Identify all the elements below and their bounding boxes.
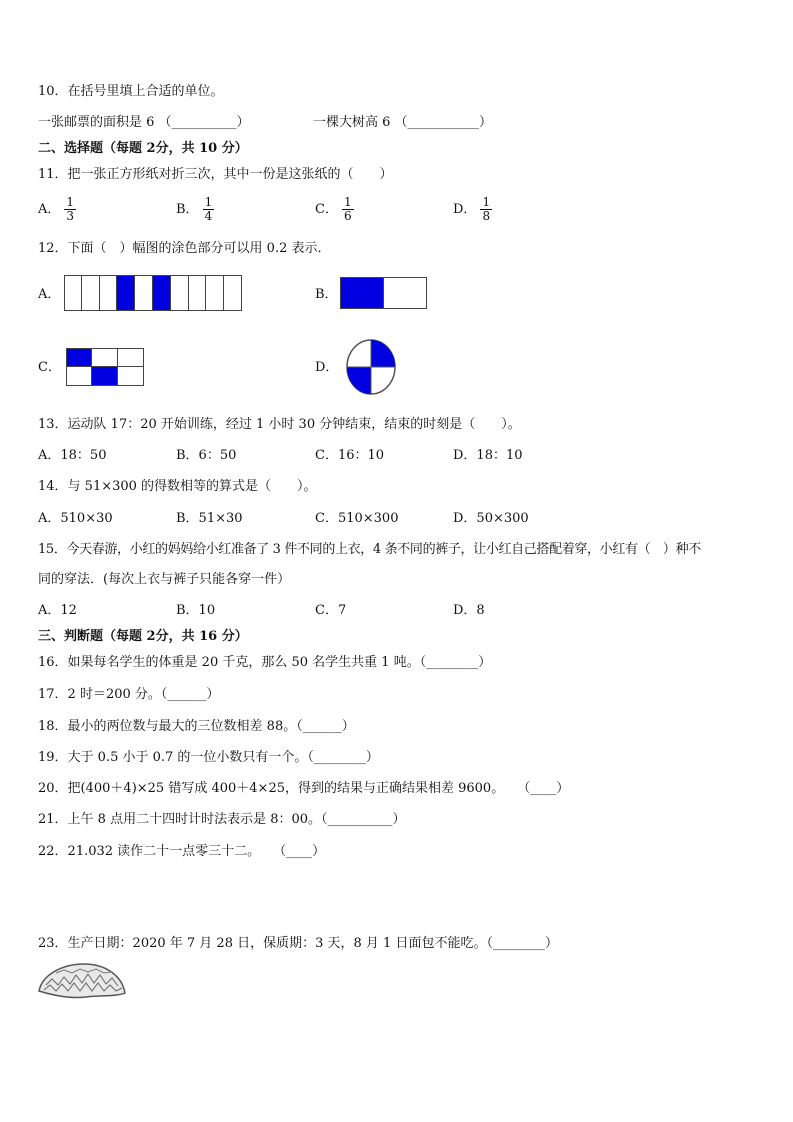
q13-option-b: B．6：50 xyxy=(176,448,237,463)
q15-option-d: D．8 xyxy=(453,603,485,618)
q13-option-d: D．18：10 xyxy=(453,448,523,463)
q14-option-a: A．510×30 xyxy=(38,511,113,526)
figure-cell xyxy=(91,348,118,367)
q21-statement: 21．上午 8 点用二十四时计时法表示是 8：00。（__________） xyxy=(38,812,406,827)
numerator: 1 xyxy=(66,195,75,209)
figure-cell-filled xyxy=(116,275,135,311)
numerator: 1 xyxy=(343,195,352,209)
denominator: 6 xyxy=(343,209,352,223)
option-label: A． xyxy=(38,202,61,217)
figure-cell xyxy=(66,366,92,386)
q13-stem: 13．运动队 17：20 开始训练，经过 1 小时 30 分钟结束，结束的时刻是（ ）。 xyxy=(38,417,521,432)
figure-cell-filled xyxy=(340,277,384,309)
section2-heading: 二、选择题（每题 2分，共 10 分） xyxy=(38,141,248,156)
q12-figure-c-grid xyxy=(66,348,144,386)
q13-option-c: C．16：10 xyxy=(315,448,385,463)
figure-cell xyxy=(81,275,100,311)
q12-figure-a-strip xyxy=(64,275,242,311)
q11-stem: 11．把一张正方形纸对折三次，其中一份是这张纸的（ ） xyxy=(38,167,393,182)
option-label: D． xyxy=(453,202,477,217)
q10-blank-a: 一张邮票的面积是 6 （__________） xyxy=(38,115,250,130)
figure-cell xyxy=(99,275,118,311)
q10-title: 10．在括号里填上合适的单位。 xyxy=(38,84,224,99)
denominator: 8 xyxy=(482,209,491,223)
fraction xyxy=(480,196,492,223)
q17-statement: 17．2 时＝200 分。（______） xyxy=(38,687,220,702)
q15-option-a: A．12 xyxy=(38,603,77,618)
q18-statement: 18．最小的两位数与最大的三位数相差 88。（______） xyxy=(38,719,355,734)
bread-illustration xyxy=(36,961,128,999)
q12-label-b: B． xyxy=(315,287,338,302)
circle-quarter-filled xyxy=(371,340,395,367)
q13-option-a: A．18：50 xyxy=(38,448,107,463)
q11-option-b xyxy=(176,196,214,223)
q14-option-d: D．50×300 xyxy=(453,511,529,526)
q15-option-c: C．7 xyxy=(315,603,347,618)
figure-cell xyxy=(170,275,189,311)
fraction xyxy=(342,196,354,223)
figure-cell-filled xyxy=(66,348,92,367)
q11-option-d xyxy=(453,196,492,223)
numerator: 1 xyxy=(204,195,213,209)
q14-option-c: C．510×300 xyxy=(315,511,399,526)
q12-figure-d-circle xyxy=(344,338,398,396)
q15-option-b: B．10 xyxy=(176,603,216,618)
q10-blank-b: 一棵大树高 6 （___________） xyxy=(313,115,493,130)
numerator: 1 xyxy=(482,195,491,209)
q23-statement: 23．生产日期：2020 年 7 月 28 日，保质期：3 天，8 月 1 日面包不能吃。（________） xyxy=(38,936,558,951)
q16-statement: 16．如果每名学生的体重是 20 千克，那么 50 名学生共重 1 吨。（________） xyxy=(38,655,492,670)
figure-cell xyxy=(223,275,242,311)
q19-statement: 19．大于 0.5 小于 0.7 的一位小数只有一个。（________） xyxy=(38,750,379,765)
q12-label-a: A． xyxy=(38,287,61,302)
denominator: 3 xyxy=(66,209,75,223)
figure-cell xyxy=(188,275,207,311)
q14-option-b: B．51×30 xyxy=(176,511,243,526)
figure-cell xyxy=(205,275,224,311)
q15-stem-line2: 同的穿法．(每次上衣与裤子只能各穿一件） xyxy=(38,572,291,587)
q14-stem: 14．与 51×300 的得数相等的算式是（ ）。 xyxy=(38,479,317,494)
q12-label-c: C． xyxy=(38,360,61,375)
section3-heading: 三、判断题（每题 2分，共 16 分） xyxy=(38,629,248,644)
figure-cell-filled xyxy=(91,366,118,386)
figure-cell xyxy=(383,277,427,309)
option-label: B． xyxy=(176,202,199,217)
q12-label-d: D． xyxy=(315,360,339,375)
option-label: C． xyxy=(315,202,338,217)
q12-stem: 12．下面（ ）幅图的涂色部分可以用 0.2 表示． xyxy=(38,241,331,256)
bread-shape xyxy=(39,964,125,998)
figure-cell xyxy=(64,275,82,311)
q15-stem-line1: 15．今天春游，小红的妈妈给小红准备了 3 件不同的上衣，4 条不同的裤子，让小红自己搭配着穿，小红有（ ）种不 xyxy=(38,542,701,557)
circle-quarter-filled xyxy=(347,367,371,394)
figure-cell xyxy=(134,275,153,311)
q22-statement: 22．21.032 读作二十一点零三十二。 （____） xyxy=(38,844,326,859)
q11-option-c xyxy=(315,196,354,223)
q12-figure-b-bar xyxy=(340,277,427,309)
q20-statement: 20．把(400＋4)×25 错写成 400＋4×25，得到的结果与正确结果相差 9600。 （____） xyxy=(38,781,570,796)
q11-option-a xyxy=(38,196,76,223)
denominator: 4 xyxy=(204,209,213,223)
fraction xyxy=(64,196,76,223)
figure-cell xyxy=(117,366,144,386)
figure-cell xyxy=(117,348,144,367)
figure-cell-filled xyxy=(152,275,171,311)
fraction xyxy=(203,196,215,223)
